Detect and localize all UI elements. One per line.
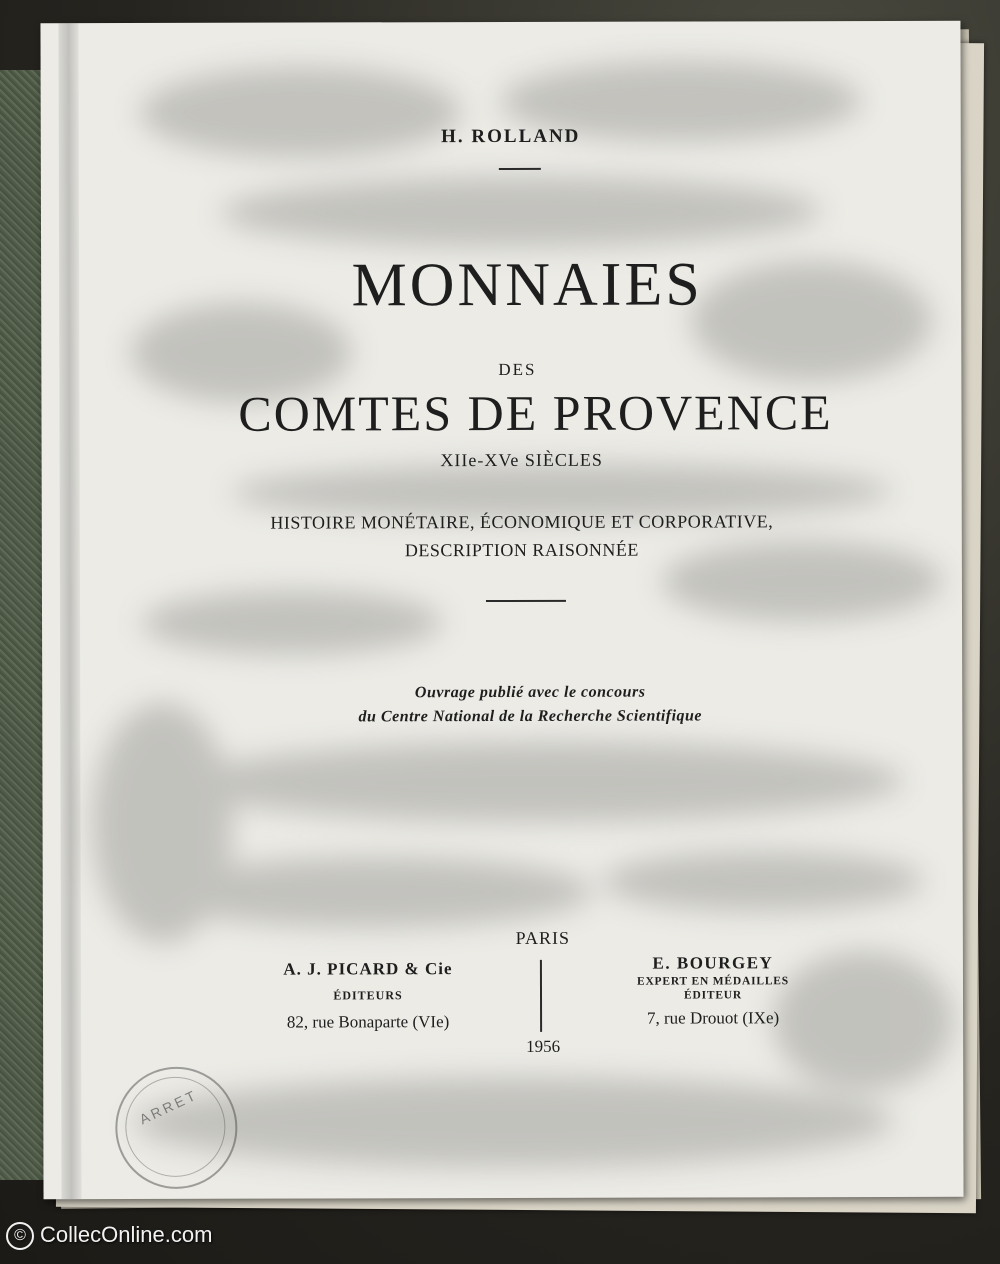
publisher-left-role: ÉDITEURS xyxy=(333,988,403,1003)
title-des: DES xyxy=(498,359,537,380)
publisher-right-address: 7, rue Drouot (IXe) xyxy=(646,1008,780,1028)
library-stamp-text: ARRET xyxy=(136,1086,201,1128)
watermark xyxy=(6,1222,212,1250)
subtitle-line-1: HISTOIRE MONÉTAIRE, ÉCONOMIQUE ET CORPORATIVE, xyxy=(270,511,774,533)
publisher-right-name: E. BOURGEY xyxy=(652,953,774,973)
subtitle-line-2: DESCRIPTION RAISONNÉE xyxy=(404,539,639,561)
cover-spine-crease xyxy=(58,23,81,1199)
watermark-text: CollecOnline.com xyxy=(40,1222,213,1247)
publication-year: 1956 xyxy=(526,1036,561,1056)
title-comtes-de-provence: COMTES DE PROVENCE xyxy=(238,384,833,442)
publisher-left-address: 82, rue Bonaparte (VIe) xyxy=(286,1012,450,1032)
centuries: XIIe-XVe SIÈCLES xyxy=(440,449,603,471)
publisher-right-role-2: ÉDITEUR xyxy=(683,989,743,1002)
library-stamp-inner-ring xyxy=(125,1077,225,1177)
copyright-icon: © xyxy=(6,1222,34,1250)
ouvrage-line-2: du Centre National de la Recherche Scientifique xyxy=(358,707,703,726)
publisher-left-name: A. J. PICARD & Cie xyxy=(283,959,453,979)
divider-top xyxy=(499,168,541,170)
divider-middle xyxy=(486,600,566,602)
publication-city: PARIS xyxy=(515,927,571,948)
publisher-divider xyxy=(540,960,542,1032)
book-cover xyxy=(40,21,963,1199)
library-stamp xyxy=(115,1067,237,1189)
title-monnaies: MONNAIES xyxy=(351,250,703,320)
publisher-right-role-1: EXPERT EN MÉDAILLES xyxy=(636,975,789,988)
ouvrage-line-1: Ouvrage publié avec le concours xyxy=(414,683,646,702)
author: H. ROLLAND xyxy=(441,125,581,148)
